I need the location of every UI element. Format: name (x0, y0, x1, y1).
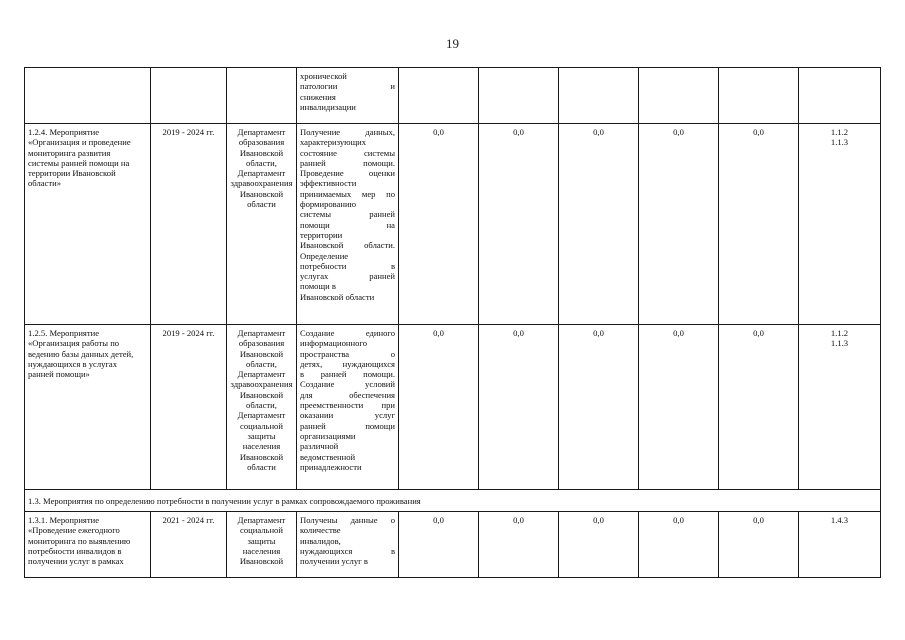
measure-name-cell (25, 512, 151, 578)
text-line: Получены данные о (300, 515, 395, 525)
text-line: образования (238, 338, 285, 349)
empty-cell (799, 68, 881, 124)
funding-value-cell (719, 325, 799, 490)
funding-value-cell (719, 124, 799, 325)
text-line: области» (28, 178, 62, 189)
measure-name-cell (25, 124, 151, 325)
cell-text: 0,0 (433, 515, 444, 525)
text-line: социальной (240, 525, 283, 536)
text-line: населения (242, 441, 281, 452)
text-line: Департамент (237, 515, 286, 525)
text-line: ведению базы данных детей, (28, 348, 134, 359)
funding-value-cell (559, 124, 639, 325)
empty-cell (151, 68, 227, 124)
text-line: детях, нуждающихся (300, 358, 395, 369)
text-line: принадлежности (300, 461, 362, 472)
text-line: образования (238, 137, 285, 148)
empty-cell (639, 68, 719, 124)
text-line: области, (246, 157, 277, 168)
text-line: области (247, 199, 276, 210)
text-line: различной (300, 441, 339, 452)
funding-value-cell (559, 512, 639, 578)
text-line: 1.2.4. Мероприятие (28, 127, 100, 137)
text-line: принимаемых мер по (300, 188, 395, 199)
text-line: системы ранней помощи на (28, 157, 130, 168)
text-line: 1.1.3 (830, 137, 849, 148)
text-line: получении услуг в (300, 556, 368, 567)
section-row (25, 490, 881, 512)
cell-text: 0,0 (433, 127, 444, 137)
text-line: Департамент (237, 168, 286, 179)
result-cell (297, 68, 399, 124)
text-line: системы ранней (300, 209, 395, 220)
text-line: потребности в (300, 260, 395, 271)
funding-value-cell (639, 512, 719, 578)
funding-value-cell (479, 124, 559, 325)
cell-text: 0,0 (593, 127, 604, 137)
cell-text: 0,0 (673, 127, 684, 137)
section-heading-cell (25, 490, 881, 512)
text-line: патологии и (300, 81, 395, 92)
text-line: населения (242, 545, 281, 556)
indicator-cell (799, 325, 881, 490)
executor-cell (227, 124, 297, 325)
cell-text: 2019 - 2024 гг. (162, 328, 215, 338)
empty-cell (399, 68, 479, 124)
executor-cell (227, 512, 297, 578)
text-line: мониторинга по выявлению (28, 535, 131, 546)
text-line: снижения (300, 91, 336, 102)
executor-cell (227, 325, 297, 490)
cell-text: 0,0 (673, 515, 684, 525)
text-line: Ивановской (239, 188, 284, 199)
text-line: «Организация работы по (28, 338, 120, 349)
text-line: ранней помощи. (300, 157, 395, 168)
text-line: нуждающихся в услугах (28, 358, 118, 369)
text-line: области (247, 461, 276, 472)
indicator-cell (799, 512, 881, 578)
empty-cell (479, 68, 559, 124)
text-line: инвалидов, (300, 535, 341, 546)
text-line: Создание условий (300, 379, 395, 390)
text-line: получении услуг в рамках (28, 556, 124, 567)
text-line: Ивановской (239, 147, 284, 158)
text-line: Ивановской области (300, 291, 375, 302)
cell-text: 0,0 (673, 328, 684, 338)
text-line: области, (246, 358, 277, 369)
text-line: Создание единого (300, 328, 395, 338)
text-line: Департамент (237, 328, 286, 338)
text-line: защиты (247, 535, 276, 546)
text-line: формированию (300, 199, 357, 210)
text-line: 1.2.5. Мероприятие (28, 328, 100, 338)
text-line: характеризующих (300, 137, 367, 148)
measures-table (24, 67, 881, 578)
table-row (25, 512, 881, 578)
text-line: Департамент (237, 369, 286, 380)
cell-text: 1.3. Мероприятия по определению потребности в получении услуг в рамках сопровождаемого проживания (28, 495, 421, 506)
indicator-cell (799, 124, 881, 325)
text-line: количестве (300, 525, 341, 536)
text-line: Ивановской (239, 348, 284, 359)
text-line: Департамент (237, 410, 286, 421)
measure-name-cell (25, 325, 151, 490)
text-line: оказании услуг (300, 410, 395, 421)
cell-text: 0,0 (433, 328, 444, 338)
text-line: 1.3.1. Мероприятие (28, 515, 100, 525)
cell-text: 2019 - 2024 гг. (162, 127, 215, 137)
text-line: Ивановской области. (300, 240, 395, 251)
text-line: территории Ивановской (28, 168, 116, 179)
result-cell (297, 325, 399, 490)
empty-cell (719, 68, 799, 124)
text-line: инвалидизации (300, 101, 356, 112)
cell-text: 0,0 (513, 328, 524, 338)
funding-value-cell (639, 124, 719, 325)
text-line: здравоохранения (230, 379, 293, 390)
text-line: 1.1.2 (830, 328, 849, 338)
text-line: ранней помощи (300, 420, 395, 431)
funding-value-cell (479, 325, 559, 490)
table-row (25, 325, 881, 490)
text-line: в ранней помощи. (300, 369, 395, 380)
text-line: здравоохранения (230, 178, 293, 189)
text-line: хронической (300, 71, 347, 81)
cell-text: 0,0 (593, 515, 604, 525)
text-line: эффективности (300, 178, 357, 189)
cell-text: 0,0 (593, 328, 604, 338)
empty-cell (227, 68, 297, 124)
text-line: нуждающихся в (300, 545, 395, 556)
text-line: «Проведение ежегодного (28, 525, 120, 536)
cell-text: 2021 - 2024 гг. (162, 515, 215, 525)
text-line: ведомственной (300, 451, 356, 462)
table-row (25, 124, 881, 325)
cell-text: 0,0 (753, 127, 764, 137)
text-line: территории (300, 229, 343, 240)
text-line: ранней помощи» (28, 369, 90, 380)
empty-cell (25, 68, 151, 124)
text-line: Ивановской (239, 389, 284, 400)
text-line: услугах ранней (300, 271, 395, 282)
funding-value-cell (479, 512, 559, 578)
funding-value-cell (639, 325, 719, 490)
text-line: пространства о (300, 348, 395, 359)
period-cell (151, 512, 227, 578)
text-line: состояние системы (300, 147, 395, 158)
text-line: 1.1.2 (830, 127, 849, 137)
text-line: мониторинга развития (28, 147, 111, 158)
text-line: помощи на (300, 219, 395, 230)
text-line: социальной (240, 420, 283, 431)
period-cell (151, 325, 227, 490)
text-line: Проведение оценки (300, 168, 395, 179)
page-number: 19 (446, 36, 459, 51)
funding-value-cell (399, 512, 479, 578)
text-line: 1.4.3 (830, 515, 849, 525)
text-line: Ивановской (239, 451, 284, 462)
text-line: помощи в (300, 281, 336, 292)
period-cell (151, 124, 227, 325)
text-line: для обеспечения (300, 389, 395, 400)
text-line: «Организация и проведение (28, 137, 131, 148)
cell-text: 0,0 (513, 515, 524, 525)
cell-text: 0,0 (753, 515, 764, 525)
funding-value-cell (719, 512, 799, 578)
text-line: защиты (247, 430, 276, 441)
funding-value-cell (399, 124, 479, 325)
text-line: организациями (300, 430, 356, 441)
text-line: Получение данных, (300, 127, 395, 137)
empty-cell (559, 68, 639, 124)
funding-value-cell (559, 325, 639, 490)
text-line: Определение (300, 250, 349, 261)
text-line: Департамент (237, 127, 286, 137)
cell-text: 0,0 (513, 127, 524, 137)
text-line: Ивановской (239, 556, 284, 567)
cell-text: 0,0 (753, 328, 764, 338)
text-line: информационного (300, 338, 368, 349)
text-line: преемственности при (300, 400, 395, 411)
result-cell (297, 512, 399, 578)
text-line: области, (246, 400, 277, 411)
table-row (25, 68, 881, 124)
result-cell (297, 124, 399, 325)
funding-value-cell (399, 325, 479, 490)
text-line: потребности инвалидов в (28, 545, 122, 556)
text-line: 1.1.3 (830, 338, 849, 349)
